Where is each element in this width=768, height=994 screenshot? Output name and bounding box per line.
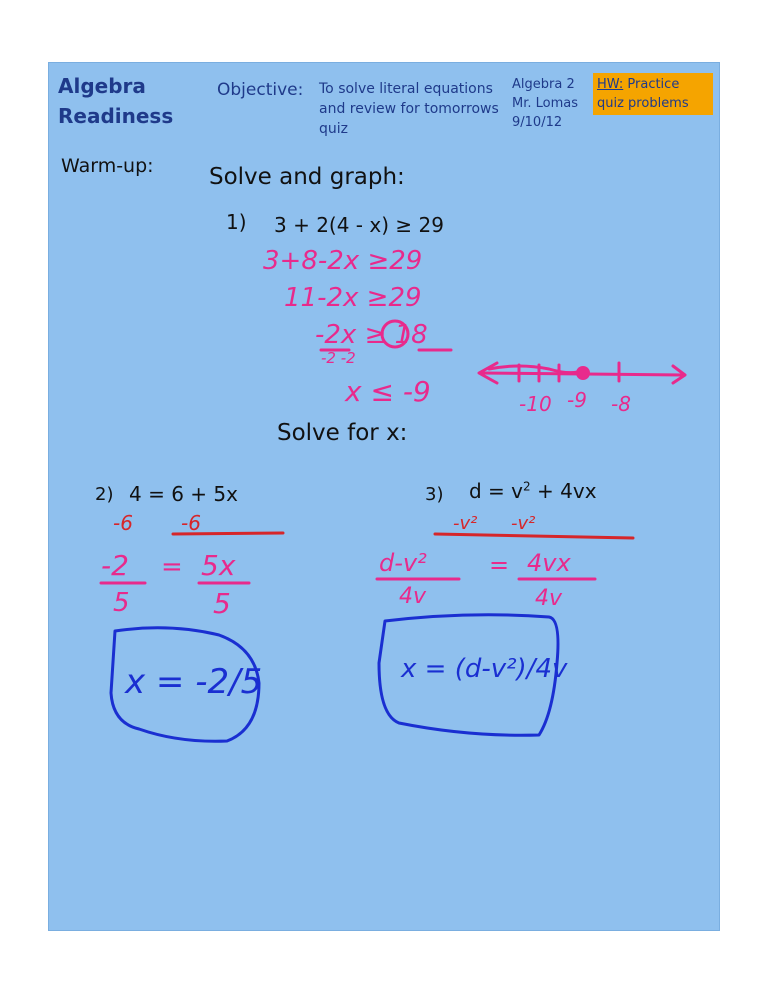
teacher-name: Mr. Lomas [512, 96, 579, 111]
work-line-4: -2 -2 [321, 349, 356, 367]
label-minus-8: -8 [611, 392, 631, 416]
label-minus-10: -10 [519, 392, 552, 416]
p3-right-numerator: 4vx [527, 549, 571, 577]
homework-text: Practice quiz problems [597, 77, 689, 111]
label-minus-9: -9 [567, 388, 587, 412]
course-name: Algebra 2 [512, 77, 575, 92]
shaded-ray [489, 366, 583, 373]
p2-subtract-left: -6 [113, 511, 133, 535]
p3-left-numerator: d-v² [379, 549, 427, 577]
p3-equals: = [489, 551, 510, 579]
p2-right-numerator: 5x [201, 549, 236, 582]
problem2-equation: 4 = 6 + 5x [129, 482, 238, 506]
problem3-prefix: d = v [469, 479, 524, 503]
p2-answer: x = -2/5 [125, 662, 263, 702]
work-line-3: -2x ≥ 18 [315, 320, 428, 350]
work-line-1: 3+8-2x ≥29 [263, 246, 423, 276]
number-line [479, 363, 685, 416]
title-line-2: Readiness [58, 104, 174, 128]
homework-label: HW: [597, 77, 624, 92]
section2-heading: Solve for x: [277, 420, 408, 446]
p2-right-denominator: 5 [213, 587, 231, 620]
problem2-number: 2) [95, 484, 114, 505]
problem3-number: 3) [425, 484, 444, 505]
section1-heading: Solve and graph: [209, 164, 405, 190]
p2-subtract-right: -6 [181, 511, 201, 535]
p3-subtract-right: -v² [511, 513, 536, 534]
p3-underline [435, 534, 633, 538]
problem3-exponent: 2 [523, 479, 531, 494]
p3-answer: x = (d-v²)/4v [401, 654, 568, 684]
p3-right-denominator: 4v [535, 586, 563, 611]
p3-subtract-left: -v² [453, 513, 478, 534]
p2-underline [173, 533, 283, 534]
problem1-equation: 3 + 2(4 - x) ≥ 29 [274, 213, 444, 237]
p2-left-numerator: -2 [101, 549, 129, 582]
slide [48, 62, 720, 931]
p2-left-denominator: 5 [113, 588, 130, 618]
warmup-label: Warm-up: [61, 155, 154, 177]
title-line-1: Algebra [58, 74, 146, 98]
work-line-5: x ≤ -9 [345, 375, 431, 408]
date: 9/10/12 [512, 115, 563, 130]
p3-left-denominator: 4v [399, 584, 427, 609]
problem1-number: 1) [226, 210, 247, 234]
objective-label: Objective: [217, 80, 304, 100]
handwriting-layer [49, 63, 721, 932]
objective-text: To solve literal equations and review for tomorrows quiz [319, 81, 499, 137]
p2-equals: = [161, 552, 183, 582]
problem3-suffix: + 4vx [530, 479, 597, 503]
work-line-2: 11-2x ≥29 [284, 283, 422, 313]
closed-dot [576, 366, 590, 380]
